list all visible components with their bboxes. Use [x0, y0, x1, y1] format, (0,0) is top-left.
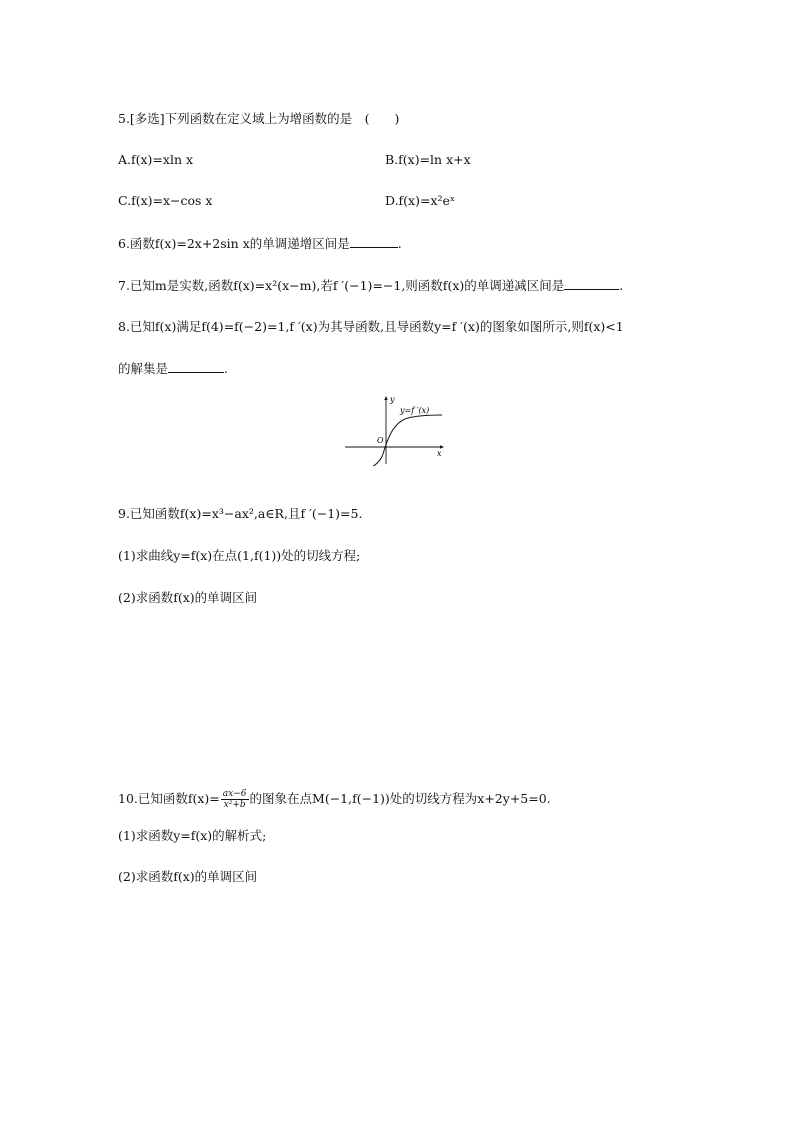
q7-text: 7.已知m是实数,函数f(x)=x²(x−m),若f ′(−1)=−1,则函数f(x)的单调递减区间是 — [118, 278, 565, 293]
q5-option-a: A.f(x)=xln x — [118, 152, 194, 167]
q9-stem: 9.已知函数f(x)=x³−ax²,a∈R,且f ′(−1)=5. — [118, 506, 363, 521]
q7 — [118, 277, 623, 294]
y-axis-arrow — [384, 396, 387, 400]
q8-line1: 8.已知f(x)满足f(4)=f(−2)=1,f ′(x)为其导函数,且导函数y=f ′(x)的图象如图所示,则f(x)<1 — [118, 319, 624, 334]
q10-fraction — [221, 789, 249, 810]
q9-part2: (2)求函数f(x)的单调区间 — [118, 590, 258, 605]
q8-line2 — [118, 360, 228, 377]
q6-answer-blank[interactable] — [350, 235, 398, 248]
q5-option-d: D.f(x)=x²eˣ — [385, 193, 456, 208]
q8-answer-blank[interactable] — [168, 360, 224, 373]
x-axis-label: x — [437, 449, 442, 458]
q5-stem: 5.[多选]下列函数在定义域上为增函数的是 ( ) — [118, 111, 400, 126]
q8-line2-text: 的解集是 — [118, 361, 169, 376]
origin-label: O — [377, 436, 384, 445]
q10-fraction-denominator: x²+b — [223, 800, 246, 810]
q5-option-c: C.f(x)=x−cos x — [118, 193, 213, 208]
q10-stem-pre: 10.已知函数f(x)= — [118, 791, 220, 806]
q6 — [118, 235, 402, 252]
q10-fraction-numerator: ax−6 — [222, 789, 247, 799]
q10-stem-post: 的图象在点M(−1,f(−1))处的切线方程为x+2y+5=0. — [249, 791, 551, 806]
q6-text: 6.函数f(x)=2x+2sin x的单调递增区间是 — [118, 236, 350, 251]
y-axis-label: y — [390, 395, 395, 404]
q7-answer-blank[interactable] — [564, 277, 619, 290]
q10-part2: (2)求函数f(x)的单调区间 — [118, 869, 258, 884]
derivative-graph-figure — [343, 392, 449, 466]
q8-end: . — [224, 361, 228, 376]
curve-label: y=f ′(x) — [400, 406, 430, 415]
q5-option-b: B.f(x)=ln x+x — [385, 152, 471, 167]
q6-end: . — [397, 236, 402, 251]
derivative-curve — [347, 415, 442, 466]
q10-stem — [118, 789, 551, 810]
q7-end: . — [619, 278, 624, 293]
q10-part1: (1)求函数y=f(x)的解析式; — [118, 828, 267, 843]
q9-part1: (1)求曲线y=f(x)在点(1,f(1))处的切线方程; — [118, 548, 361, 563]
